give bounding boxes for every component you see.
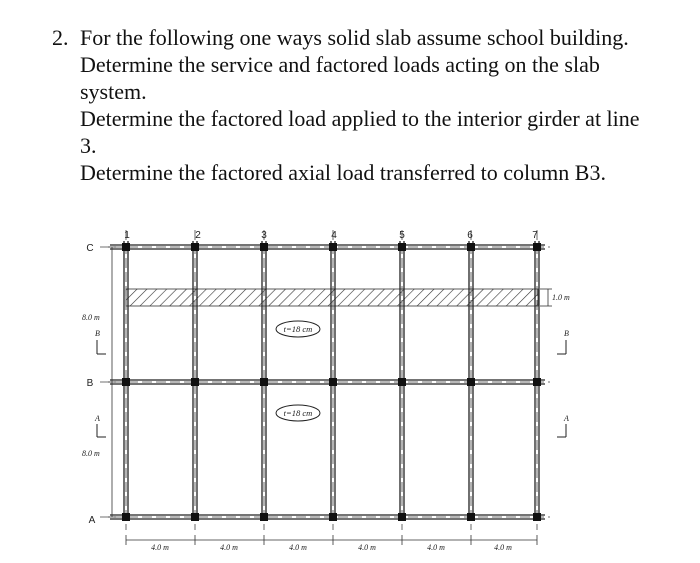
bay-width-label: 4.0 m — [220, 543, 238, 552]
problem-line-6: Determine the factored axial load transferred to column B3. — [80, 160, 606, 185]
bottom-dimension-line — [126, 535, 537, 545]
strip-width-dimension — [540, 289, 552, 306]
problem-line-3: system. — [80, 79, 147, 104]
column-line-label: 2 — [195, 230, 201, 241]
column-line-label: 3 — [261, 230, 267, 241]
section-mark-right-upper-label: B — [564, 329, 569, 338]
section-mark-right-lower — [557, 424, 566, 437]
span-upper-label: 8.0 m — [82, 313, 100, 322]
slab-thickness-lower-label: t=18 cm — [283, 408, 313, 418]
left-dimension-line — [108, 247, 116, 517]
row-line-label-b: B — [86, 378, 94, 389]
section-mark-right-lower-label: A — [564, 414, 569, 423]
section-mark-left-upper-label: B — [95, 329, 100, 338]
bay-width-label: 4.0 m — [151, 543, 169, 552]
problem-line-5: 3. — [80, 133, 97, 158]
bay-width-label: 4.0 m — [427, 543, 445, 552]
problem-line-4: Determine the factored load applied to the interior girder at line — [80, 106, 640, 131]
section-mark-left-upper — [97, 340, 106, 354]
column-line-label: 7 — [532, 230, 538, 241]
bay-width-label: 4.0 m — [494, 543, 512, 552]
design-strip-hatch — [126, 289, 538, 306]
problem-line-2: Determine the service and factored loads acting on the slab — [80, 52, 600, 77]
column-line-label: 1 — [124, 230, 130, 241]
section-mark-left-lower — [97, 424, 106, 437]
bay-width-label: 4.0 m — [358, 543, 376, 552]
slab-thickness-upper-label: t=18 cm — [283, 324, 313, 334]
bay-width-label: 4.0 m — [289, 543, 307, 552]
row-line-label-a: A — [88, 515, 96, 526]
section-mark-right-upper — [557, 340, 566, 354]
strip-width-label: 1.0 m — [552, 293, 570, 302]
section-mark-left-lower-label: A — [95, 414, 100, 423]
row-line-label-c: C — [86, 243, 94, 254]
column-line-label: 6 — [467, 230, 473, 241]
span-lower-label: 8.0 m — [82, 449, 100, 458]
column-line-label: 5 — [399, 230, 405, 241]
problem-number: 2. — [52, 25, 69, 50]
column-line-label: 4 — [331, 230, 337, 241]
problem-line-1: For the following one ways solid slab assume school building. — [80, 25, 629, 50]
